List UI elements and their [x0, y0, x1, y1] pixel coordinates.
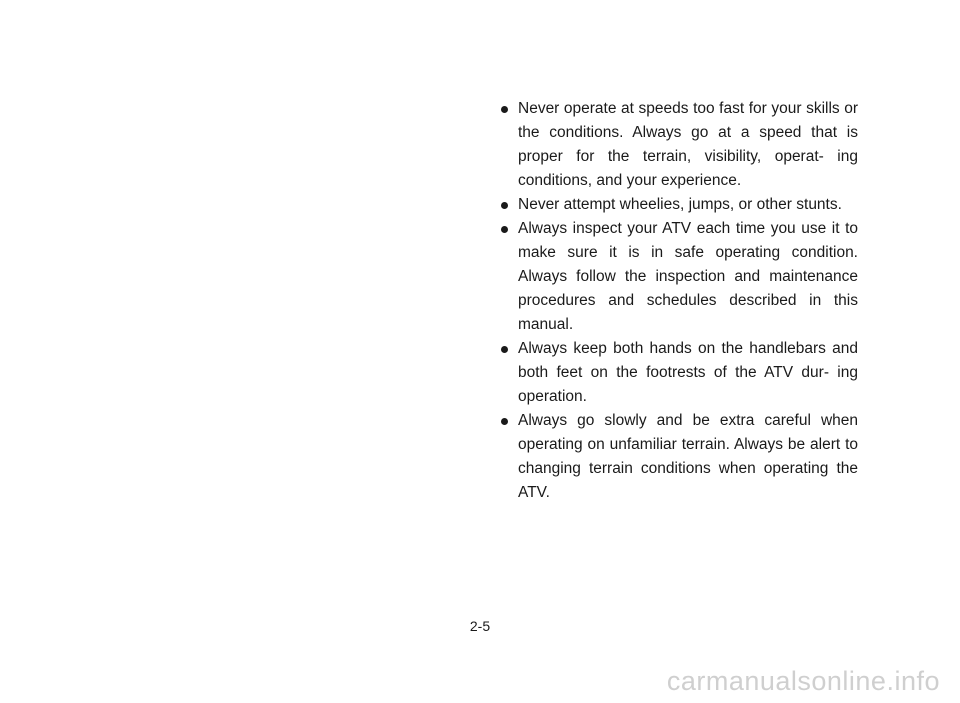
bullet-dot-icon [501, 418, 508, 425]
watermark: carmanualsonline.info [666, 666, 940, 696]
bullet-item [498, 217, 858, 337]
bullet-text: Never attempt wheelies, jumps, or other stunts. [518, 196, 842, 213]
bullet-text: Always go slowly and be extra careful when operating on unfamiliar terrain. Always be alert to changing terrain conditions when operating the ATV. [518, 412, 858, 501]
bullet-item [498, 337, 858, 409]
bullet-dot-icon [501, 202, 508, 209]
bullet-text: Always keep both hands on the handlebars and both feet on the footrests of the ATV dur- ing operation. [518, 340, 858, 405]
bullet-item [498, 193, 858, 217]
safety-instructions [498, 97, 858, 505]
page-number: 2-5 [469, 618, 491, 634]
bullet-list [498, 97, 858, 505]
bullet-text: Always inspect your ATV each time you use it to make sure it is in safe operating condition. Always follow the inspection and maintenance procedures and schedules described in this manual. [518, 220, 858, 333]
bullet-item [498, 97, 858, 193]
bullet-dot-icon [501, 106, 508, 113]
bullet-text: Never operate at speeds too fast for your skills or the conditions. Always go at a speed that is proper for the terrain, visibility, operat- ing conditions, and your experience. [518, 100, 858, 189]
bullet-dot-icon [501, 226, 508, 233]
bullet-item [498, 409, 858, 505]
bullet-dot-icon [501, 346, 508, 353]
